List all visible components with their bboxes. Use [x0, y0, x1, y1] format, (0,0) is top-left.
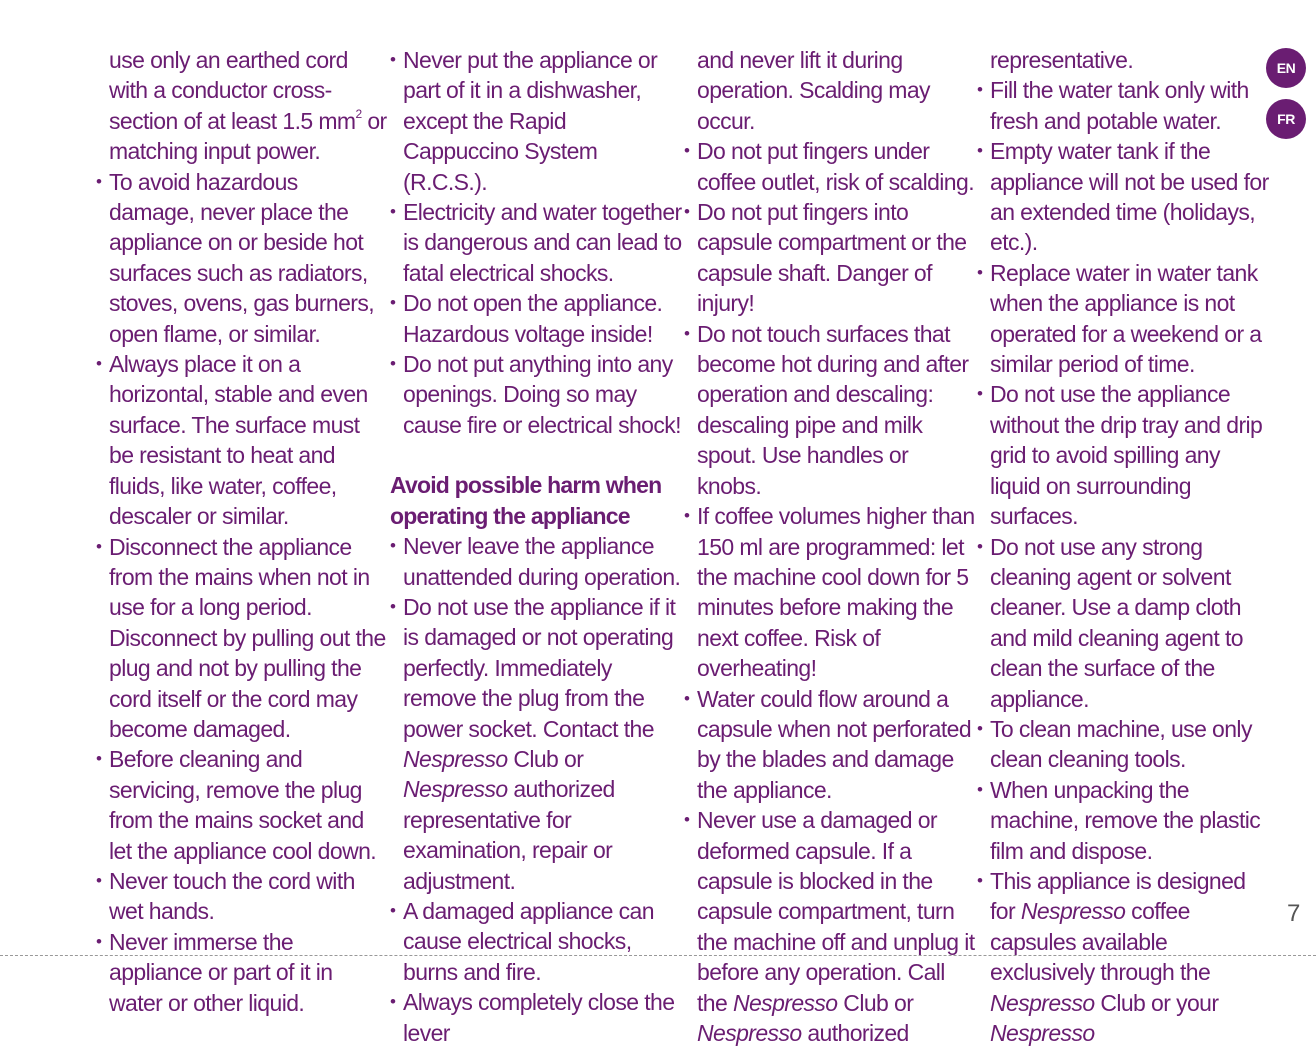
language-tab-en[interactable]: EN	[1266, 48, 1306, 88]
text-span: Club or	[507, 745, 584, 772]
list-item: • Never leave the appliance unattended during operation.	[390, 531, 682, 592]
safety-list	[977, 75, 1269, 1048]
text-span: Do not use the appliance if it is damaged or not operating perfectly. Immediately remove the plug from the power socket. Contact the	[403, 593, 676, 742]
language-tab-fr[interactable]: FR	[1266, 99, 1306, 139]
list-item: • Disconnect the appliance from the mains when not in use for a long period. Disconnect by pulling out the plug and not by pulling the cord itself or the cord may become damaged.	[96, 532, 388, 745]
list-item: • Always place it on a horizontal, stable and even surface. The surface must be resistant to heat and fluids, like water, coffee, descaler or similar.	[96, 349, 388, 531]
text-span: authorized representative for examination, repair or adjustment.	[403, 776, 615, 894]
list-item: • When unpacking the machine, remove the plastic film and dispose.	[977, 775, 1269, 866]
column-1	[96, 45, 388, 1018]
superscript: 2	[355, 106, 362, 121]
list-item: • Electricity and water together is dangerous and can lead to fatal electrical shocks.	[390, 197, 682, 288]
page-divider	[0, 955, 1316, 956]
list-item: • Fill the water tank only with fresh and potable water.	[977, 75, 1269, 136]
list-item	[977, 866, 1269, 1048]
column-3	[684, 45, 976, 1048]
list-item: • If coffee volumes higher than 150 ml are programmed: let the machine cool down for 5 minutes before making the next coffee. Risk of overheating!	[684, 501, 976, 683]
list-item: • Never immerse the appliance or part of it in water or other liquid.	[96, 927, 388, 1018]
list-item	[390, 592, 682, 896]
brand-name: Nespresso	[1020, 898, 1126, 925]
list-item: • Do not use any strong cleaning agent or solvent cleaner. Use a damp cloth and mild cleaning agent to clean the surface of the appliance.	[977, 532, 1269, 714]
brand-name: Nespresso	[990, 989, 1095, 1016]
brand-name: Nespresso	[732, 989, 838, 1016]
list-item: • Always completely close the lever	[390, 987, 682, 1048]
safety-list	[96, 167, 388, 1018]
text-span: Club or your	[1094, 989, 1219, 1016]
list-item	[684, 805, 976, 1048]
paragraph-continued: and never lift it during operation. Scalding may occur.	[697, 47, 930, 134]
brand-name: Nespresso	[403, 745, 508, 772]
list-item: • Do not put fingers under coffee outlet, risk of scalding.	[684, 136, 976, 197]
list-item: • A damaged appliance can cause electrical shocks, burns and fire.	[390, 896, 682, 987]
list-item: • Empty water tank if the appliance will not be used for an extended time (holidays, etc.).	[977, 136, 1269, 258]
list-item: • To clean machine, use only clean cleaning tools.	[977, 714, 1269, 775]
brand-name: Nespresso	[403, 776, 508, 803]
list-item: • Do not put fingers into capsule compartment or the capsule shaft. Danger of injury!	[684, 197, 976, 319]
text-span: Never use a damaged or deformed capsule. If a capsule is blocked in the capsule compartment, turn the machine off and unplug it before any operation. Call the	[697, 807, 975, 1016]
safety-list	[390, 531, 682, 1048]
safety-list	[390, 45, 682, 440]
brand-name: Nespresso	[990, 1020, 1095, 1046]
column-2	[390, 45, 682, 1048]
list-item: • Replace water in water tank when the appliance is not operated for a weekend or a similar period of time.	[977, 258, 1269, 380]
text-span: use only an earthed cord with a conductor cross-section of at least 1.5 mm	[109, 47, 356, 134]
text-span: authorized	[801, 1020, 909, 1046]
text-span: This appliance is designed for	[990, 867, 1246, 925]
page-number: 7	[1287, 900, 1301, 927]
list-item: • Never touch the cord with wet hands.	[96, 866, 388, 927]
list-item: • Water could flow around a capsule when not perforated by the blades and damage the appliance.	[684, 684, 976, 806]
paragraph-continued: representative.	[990, 47, 1134, 73]
list-item: • Before cleaning and servicing, remove the plug from the mains socket and let the appliance cool down.	[96, 744, 388, 866]
list-item: • Do not use the appliance without the drip tray and drip grid to avoid spilling any liquid on surrounding surfaces.	[977, 379, 1269, 531]
text-span: Club or	[837, 989, 914, 1016]
list-item: • Do not put anything into any openings. Doing so may cause fire or electrical shock!	[390, 349, 682, 440]
list-item: • Do not open the appliance. Hazardous voltage inside!	[390, 288, 682, 349]
list-item: • To avoid hazardous damage, never place the appliance on or beside hot surfaces such as radiators, stoves, ovens, gas burners, open flame, or similar.	[96, 167, 388, 349]
safety-list	[684, 136, 976, 1048]
text-span: coffee capsules available exclusively through the	[990, 898, 1211, 986]
paragraph-continued	[96, 45, 388, 167]
section-heading: Avoid possible harm when operating the appliance	[390, 472, 662, 529]
column-4	[977, 45, 1269, 1048]
list-item: • Do not touch surfaces that become hot during and after operation and descaling: descaling pipe and milk spout. Use handles or knobs.	[684, 319, 976, 501]
brand-name: Nespresso	[697, 1020, 802, 1046]
text-span: or matching input power.	[109, 107, 387, 165]
spacer	[390, 440, 682, 470]
list-item: • Never put the appliance or part of it in a dishwasher, except the Rapid Cappuccino System (R.C.S.).	[390, 45, 682, 197]
